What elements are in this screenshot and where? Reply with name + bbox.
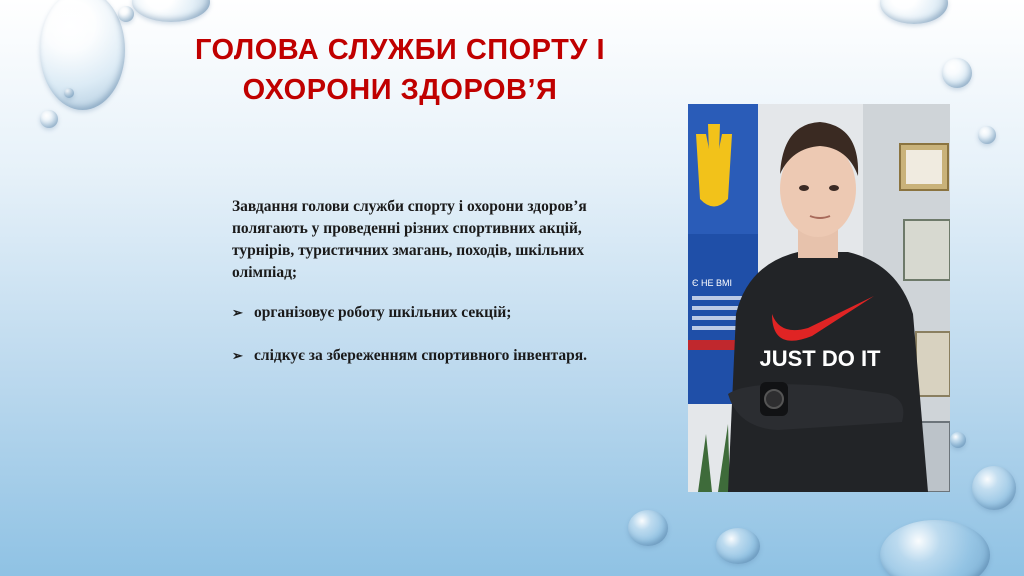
student-photo bbox=[688, 104, 950, 492]
water-drop-decoration bbox=[972, 466, 1016, 510]
intro-paragraph: Завдання голови служби спорту і охорони здоров’я полягають у проведенні різних спортивних акцій, турнірів, туристичних змагань, походів, шкільних олімпіад; bbox=[232, 198, 587, 281]
water-drop-decoration bbox=[880, 0, 948, 24]
slide-title bbox=[150, 30, 650, 110]
trident-emblem-icon bbox=[696, 124, 732, 207]
title-line-1: ГОЛОВА СЛУЖБИ СПОРТУ І bbox=[194, 34, 606, 66]
water-drop-decoration bbox=[716, 528, 760, 564]
bullet-text: слідкує за збереженням спортивного інвентаря. bbox=[254, 347, 588, 364]
water-drop-decoration bbox=[132, 0, 210, 22]
photo-illustration bbox=[688, 104, 950, 492]
water-drop-decoration bbox=[942, 58, 972, 88]
list-item bbox=[232, 345, 632, 367]
bullet-list bbox=[232, 302, 632, 367]
shirt-text: JUST DO IT bbox=[759, 346, 881, 371]
water-drop-decoration bbox=[40, 0, 125, 110]
title-line-2: ОХОРОНИ ЗДОРОВ’Я bbox=[242, 74, 558, 106]
arrow-bullet-icon: ➢ bbox=[232, 348, 243, 363]
list-item bbox=[232, 302, 632, 324]
water-drop-decoration bbox=[628, 510, 668, 546]
bullet-text: організовує роботу шкільних секцій; bbox=[254, 304, 512, 321]
water-drop-decoration bbox=[64, 88, 74, 98]
water-drop-decoration bbox=[950, 432, 966, 448]
slide-body bbox=[232, 196, 632, 388]
poster-text: Є НЕ ВМІ bbox=[692, 278, 732, 288]
water-drop-decoration bbox=[880, 520, 990, 576]
water-drop-decoration bbox=[40, 110, 58, 128]
water-drop-decoration bbox=[978, 126, 996, 144]
water-drop-decoration bbox=[118, 6, 134, 22]
arrow-bullet-icon: ➢ bbox=[232, 305, 243, 320]
